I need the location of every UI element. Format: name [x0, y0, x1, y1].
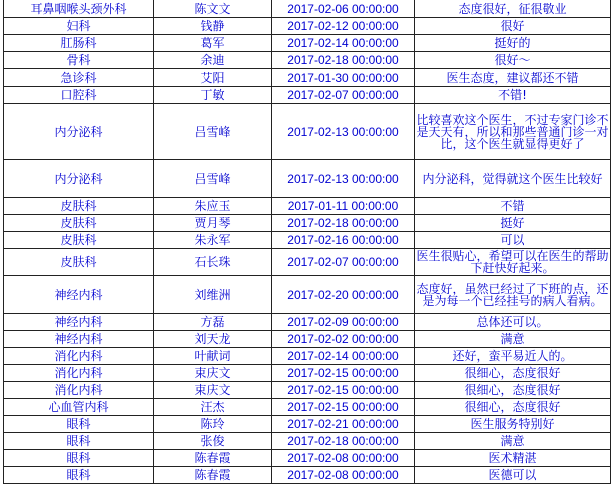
date-cell: 2017-02-08 00:00:00 [272, 450, 415, 467]
comment-cell: 满意 [415, 331, 611, 348]
department-cell: 急诊科 [4, 69, 154, 87]
doctor-cell: 朱永军 [154, 232, 272, 249]
date-cell: 2017-02-21 00:00:00 [272, 416, 415, 433]
doctor-cell: 葛军 [154, 35, 272, 52]
comment-cell: 总体还可以。 [415, 314, 611, 331]
doctor-cell: 艾阳 [154, 69, 272, 87]
comment-cell: 挺好的 [415, 35, 611, 52]
table-row [4, 35, 611, 52]
doctor-cell: 陈春霞 [154, 450, 272, 467]
doctor-cell: 束庆文 [154, 365, 272, 382]
comment-cell: 不错 [415, 198, 611, 215]
doctor-cell: 汪杰 [154, 399, 272, 416]
department-cell: 皮肤科 [4, 198, 154, 215]
comment-cell: 医生很贴心，希望可以在医生的帮助下赶快好起来。 [416, 249, 609, 275]
table-row [4, 232, 611, 249]
department-cell: 消化内科 [4, 365, 154, 382]
table-row [4, 0, 611, 18]
date-cell: 2017-02-13 00:00:00 [272, 104, 415, 160]
table-row [4, 331, 611, 348]
date-cell: 2017-02-09 00:00:00 [272, 314, 415, 331]
date-cell: 2017-02-14 00:00:00 [272, 35, 415, 52]
date-cell: 2017-02-07 00:00:00 [272, 249, 415, 276]
date-cell: 2017-01-30 00:00:00 [272, 69, 415, 87]
table-row [4, 198, 611, 215]
date-cell: 2017-02-07 00:00:00 [272, 87, 415, 104]
department-cell: 皮肤科 [4, 215, 154, 232]
department-cell: 消化内科 [4, 382, 154, 399]
department-cell: 口腔科 [4, 87, 154, 104]
comment-cell: 满意 [415, 433, 611, 450]
comment-cell: 可以 [415, 232, 611, 249]
doctor-cell: 贾月琴 [154, 215, 272, 232]
doctor-cell: 吕雪峰 [154, 160, 272, 198]
table-row [4, 382, 611, 399]
date-cell: 2017-02-18 00:00:00 [272, 215, 415, 232]
department-cell: 妇科 [4, 18, 154, 35]
department-cell: 眼科 [4, 450, 154, 467]
date-cell: 2017-02-18 00:00:00 [272, 52, 415, 69]
department-cell: 耳鼻咽喉头颈外科 [4, 0, 154, 18]
department-cell: 眼科 [4, 467, 154, 484]
department-cell: 骨科 [4, 52, 154, 69]
department-cell: 神经内科 [4, 314, 154, 331]
doctor-cell: 吕雪峰 [154, 104, 272, 160]
comment-cell: 很好～ [415, 52, 611, 69]
department-cell: 消化内科 [4, 348, 154, 365]
doctor-cell: 方磊 [154, 314, 272, 331]
date-cell: 2017-02-14 00:00:00 [272, 348, 415, 365]
table-row [4, 87, 611, 104]
department-cell: 神经内科 [4, 331, 154, 348]
department-cell: 皮肤科 [4, 249, 154, 276]
department-cell: 皮肤科 [4, 232, 154, 249]
department-cell: 肛肠科 [4, 35, 154, 52]
comment-cell: 挺好 [415, 215, 611, 232]
table-row [4, 69, 611, 87]
doctor-cell: 刘维洲 [154, 276, 272, 314]
comment-cell: 还好，蛮平易近人的。 [415, 348, 611, 365]
doctor-cell: 余迪 [154, 52, 272, 69]
comment-cell: 不错! [415, 87, 611, 104]
comment-cell: 内分泌科，觉得就这个医生比较好 [415, 160, 611, 198]
doctor-cell: 石长珠 [154, 249, 272, 276]
date-cell: 2017-02-06 00:00:00 [272, 0, 415, 18]
feedback-table-body [4, 0, 611, 484]
table-row [4, 52, 611, 69]
table-row [4, 215, 611, 232]
doctor-cell: 朱应玉 [154, 198, 272, 215]
doctor-cell: 陈玲 [154, 416, 272, 433]
table-row [4, 160, 611, 198]
date-cell: 2017-02-15 00:00:00 [272, 399, 415, 416]
doctor-cell: 丁敏 [154, 87, 272, 104]
comment-cell: 很细心，态度很好 [415, 382, 611, 399]
comment-cell: 态度很好，征很敬业 [415, 0, 611, 18]
table-row [4, 433, 611, 450]
department-cell: 眼科 [4, 433, 154, 450]
comment-cell: 医术精湛 [415, 450, 611, 467]
doctor-cell: 陈春霞 [154, 467, 272, 484]
comment-cell: 态度好，虽然已经过了下班的点，还是为每一个已经挂号的病人看病。 [415, 276, 611, 314]
comment-cell: 很好 [415, 18, 611, 35]
comment-cell: 比较喜欢这个医生，不过专家门诊不是天天有，所以和那些普通门诊一对比，这个医生就显得更好了 [415, 104, 611, 160]
doctor-cell: 叶献词 [154, 348, 272, 365]
department-cell: 内分泌科 [4, 104, 154, 160]
date-cell: 2017-01-11 00:00:00 [272, 198, 415, 215]
table-row [4, 348, 611, 365]
department-cell: 内分泌科 [4, 160, 154, 198]
date-cell: 2017-02-15 00:00:00 [272, 365, 415, 382]
table-row [4, 314, 611, 331]
table-row [4, 276, 611, 314]
date-cell: 2017-02-20 00:00:00 [272, 276, 415, 314]
table-row [4, 450, 611, 467]
comment-cell: 很细心，态度很好 [415, 365, 611, 382]
table-row [4, 249, 611, 276]
doctor-cell: 陈文文 [154, 0, 272, 18]
comment-cell: 医生服务特别好 [415, 416, 611, 433]
date-cell: 2017-02-18 00:00:00 [272, 433, 415, 450]
date-cell: 2017-02-08 00:00:00 [272, 467, 415, 484]
date-cell: 2017-02-13 00:00:00 [272, 160, 415, 198]
date-cell: 2017-02-02 00:00:00 [272, 331, 415, 348]
date-cell: 2017-02-12 00:00:00 [272, 18, 415, 35]
department-cell: 心血管内科 [4, 399, 154, 416]
table-row [4, 365, 611, 382]
department-cell: 神经内科 [4, 276, 154, 314]
comment-cell: 很细心，态度很好 [415, 399, 611, 416]
table-row [4, 416, 611, 433]
doctor-cell: 束庆文 [154, 382, 272, 399]
feedback-table [3, 0, 611, 484]
department-cell: 眼科 [4, 416, 154, 433]
table-row [4, 104, 611, 160]
doctor-cell: 刘天龙 [154, 331, 272, 348]
doctor-cell: 钱静 [154, 18, 272, 35]
date-cell: 2017-02-16 00:00:00 [272, 232, 415, 249]
comment-cell: 医生态度，建议都还不错 [415, 69, 611, 87]
table-row [4, 399, 611, 416]
date-cell: 2017-02-15 00:00:00 [272, 382, 415, 399]
comment-cell: 医德可以 [415, 467, 611, 484]
doctor-cell: 张俊 [154, 433, 272, 450]
table-row [4, 18, 611, 35]
